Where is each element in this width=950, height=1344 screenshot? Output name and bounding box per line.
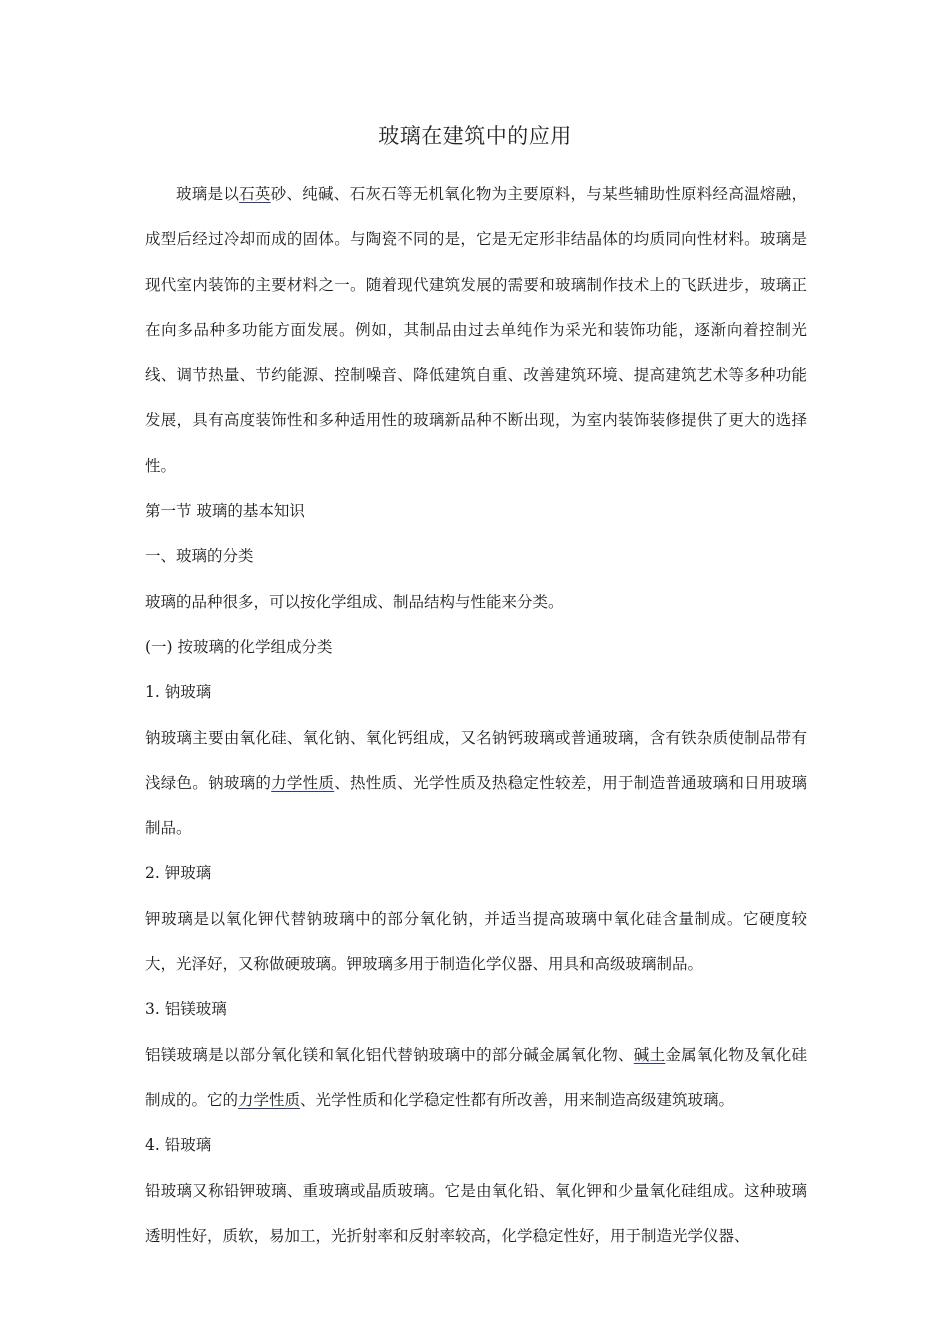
alkaline-earth-link[interactable]: 碱土 [633, 1045, 666, 1064]
mechanical-properties-link-2[interactable]: 力学性质 [238, 1090, 301, 1109]
soda-glass-text-rest: 、热性质、光学性质及热稳定性较差，用于制造普通玻璃和日用玻璃制品。 [145, 773, 807, 838]
intro-paragraph [145, 172, 807, 489]
item-text-potash-glass: 钾玻璃是以氧化钾代替钠玻璃中的部分氧化钠，并适当提高玻璃中氧化硅含量制成。它硬度较大，光泽好，又称做硬玻璃。钾玻璃多用于制造化学仪器、用具和高级玻璃制品。 [145, 909, 807, 974]
category-heading: (一) 按玻璃的化学组成分类 [145, 637, 333, 656]
item-text-alumina-magnesia-glass [145, 1033, 807, 1124]
intro-text-start: 玻璃是以 [176, 185, 240, 203]
item-heading-lead-glass: 4. 铅玻璃 [145, 1136, 212, 1155]
item-heading-potash-glass: 2. 钾玻璃 [145, 864, 212, 883]
item-heading-alumina-magnesia-glass: 3. 铝镁玻璃 [145, 1000, 227, 1019]
mechanical-properties-link[interactable]: 力学性质 [271, 773, 335, 792]
document-body [145, 172, 807, 1259]
classification-intro: 玻璃的品种很多，可以按化学组成、制品结构与性能来分类。 [145, 592, 564, 611]
alumina-glass-text-middle: 金属氧化物及氧化硅制成的。它的 [145, 1045, 807, 1109]
item-heading-soda-glass: 1. 钠玻璃 [145, 683, 212, 702]
quartz-link[interactable]: 石英 [239, 185, 271, 203]
intro-text-rest: 砂、纯碱、石灰石等无机氧化物为主要原料，与某些辅助性原料经高温熔融，成型后经过冷却而成的固体。与陶瓷不同的是，它是无定形非结晶体的均质同向性材料。玻璃是现代室内装饰的主要材料之一。随着现代建筑发展的需要和玻璃制作技术上的飞跃进步，玻璃正在向多品种多功能方面发展。例如，其制品由过去单纯作为采光和装饰功能，逐渐向着控制光线、调节热量、节约能源、控制噪音、降低建筑自重、改善建筑环境、提高建筑艺术等多种功能发展，具有高度装饰性和多种适用性的玻璃新品种不断出现，为室内装饰装修提供了更大的选择性。 [145, 185, 807, 475]
item-text-lead-glass: 铅玻璃又称铅钾玻璃、重玻璃或晶质玻璃。它是由氧化铅、氧化钾和少量氧化硅组成。这种玻璃透明性好，质软，易加工，光折射率和反射率较高，化学稳定性好，用于制造光学仪器、 [145, 1181, 807, 1245]
document-title: 玻璃在建筑中的应用 [378, 124, 572, 148]
alumina-glass-text-start: 铝镁玻璃是以部分氧化镁和氧化铝代替钠玻璃中的部分碱金属氧化物、 [145, 1045, 634, 1064]
alumina-glass-text-rest: 、光学性质和化学稳定性都有所改善，用来制造高级建筑玻璃。 [300, 1090, 735, 1109]
item-text-soda-glass [145, 716, 807, 852]
soda-glass-text-start: 钠玻璃主要由氧化硅、氧化钠、氧化钙组成，又名钠钙玻璃或普通玻璃，含有铁杂质使制品带有浅绿色。钠玻璃的 [145, 728, 807, 792]
section-heading: 第一节 玻璃的基本知识 [145, 502, 305, 521]
subsection-heading: 一、玻璃的分类 [145, 547, 254, 566]
